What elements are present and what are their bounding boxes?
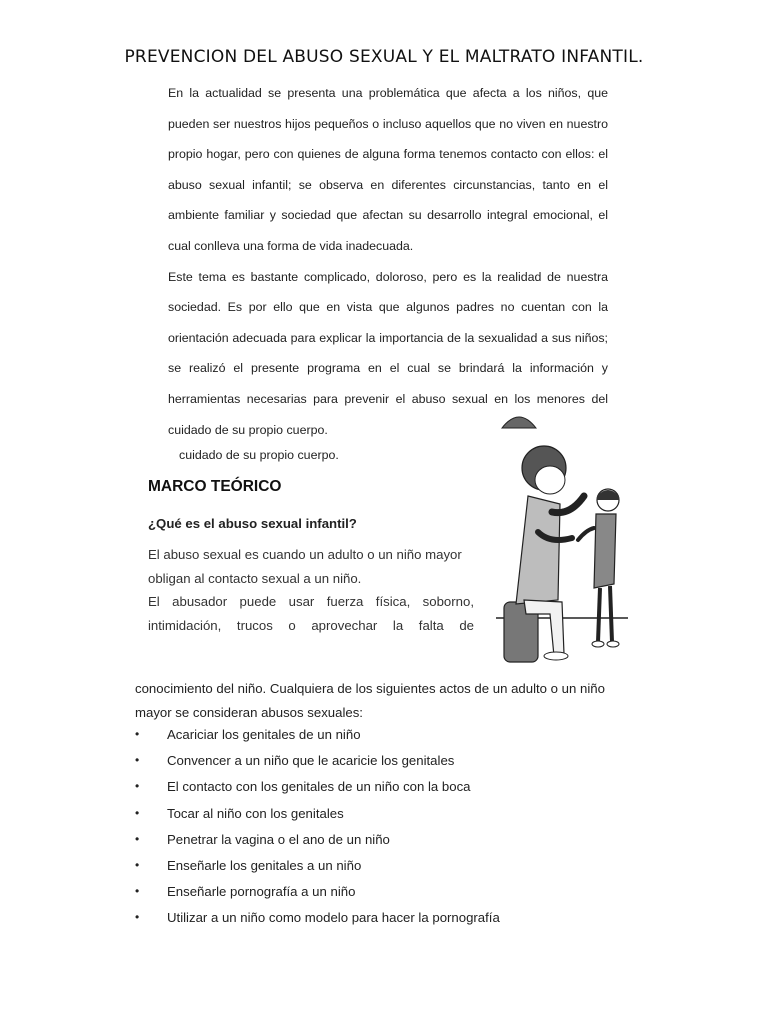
intro-paragraph-1: En la actualidad se presenta una problemática que afecta a los niños, que pueden ser nuestros hijos pequeños o incluso aquellos que no viven en nuestro propio hogar, pero con quienes de alguna forma tenemos contacto con ellos: el abuso sexual infantil; se observa en diferentes circunstancias, tanto en el ambiente familiar y sociedad que afectan su desarrollo integral emocional, el cual conlleva una forma de vida inadecuada.	[168, 86, 608, 253]
list-item	[135, 753, 645, 779]
list-item-text: Acariciar los genitales de un niño	[167, 727, 361, 742]
intro-paragraph-2: Este tema es bastante complicado, doloroso, pero es la realidad de nuestra sociedad. Es por ello que en vista que algunos padres no cuentan con la orientación adecuada para explicar la importancia de la sexualidad a sus niños; se realizó el presente programa en el cual se brindará la información y herramientas necesarias para prevenir el abuso sexual en los menores del cuidado de su propio cuerpo.	[168, 269, 608, 437]
list-item-text: Enseñarle los genitales a un niño	[167, 857, 362, 873]
list-item	[135, 858, 645, 884]
list-item	[135, 884, 645, 910]
bullet-icon: •	[135, 727, 140, 741]
continuation-text: conocimiento del niño. Cualquiera de los siguientes actos de un adulto o un niño mayor se consideran abusos sexuales:	[135, 681, 605, 720]
list-item-text: El contacto con los genitales de un niño con la boca	[167, 779, 471, 795]
list-item	[135, 727, 645, 753]
bullet-icon: •	[135, 779, 140, 794]
repeated-text-line: cuidado de su propio cuerpo.	[179, 448, 339, 462]
list-item-text: Utilizar a un niño como modelo para hacer la pornografía	[167, 910, 500, 926]
abuse-acts-list	[135, 727, 645, 937]
page-title: PREVENCION DEL ABUSO SEXUAL Y EL MALTRATO INFANTIL.	[124, 47, 644, 67]
continuation-paragraph	[135, 677, 645, 724]
section-heading: MARCO TEÓRICO	[148, 478, 282, 495]
list-item-text: Penetrar la vagina o el ano de un niño	[167, 831, 390, 847]
list-item	[135, 910, 645, 936]
definition-paragraph: El abuso sexual es cuando un adulto o un niño mayor obligan al contacto sexual a un niño.	[148, 547, 462, 586]
list-item	[135, 779, 645, 805]
theory-body	[148, 543, 474, 637]
bullet-icon: •	[135, 831, 140, 846]
list-item-text: Enseñarle pornografía a un niño	[167, 884, 356, 900]
adult-child-illustration	[488, 404, 628, 666]
bullet-icon: •	[135, 805, 140, 820]
theory-section	[148, 478, 474, 637]
bullet-icon: •	[135, 884, 140, 899]
bullet-icon: •	[135, 753, 140, 768]
section-question: ¿Qué es el abuso sexual infantil?	[148, 516, 357, 531]
abuser-paragraph: El abusador puede usar fuerza física, soborno, intimidación, trucos o aprovechar la falta de	[148, 594, 474, 633]
list-item	[135, 806, 645, 832]
list-item-text: Convencer a un niño que le acaricie los genitales	[167, 753, 455, 769]
bullet-icon: •	[135, 857, 140, 872]
intro-section	[168, 78, 608, 445]
list-item	[135, 832, 645, 858]
bullet-icon: •	[135, 910, 140, 925]
list-item-text: Tocar al niño con los genitales	[167, 805, 344, 821]
